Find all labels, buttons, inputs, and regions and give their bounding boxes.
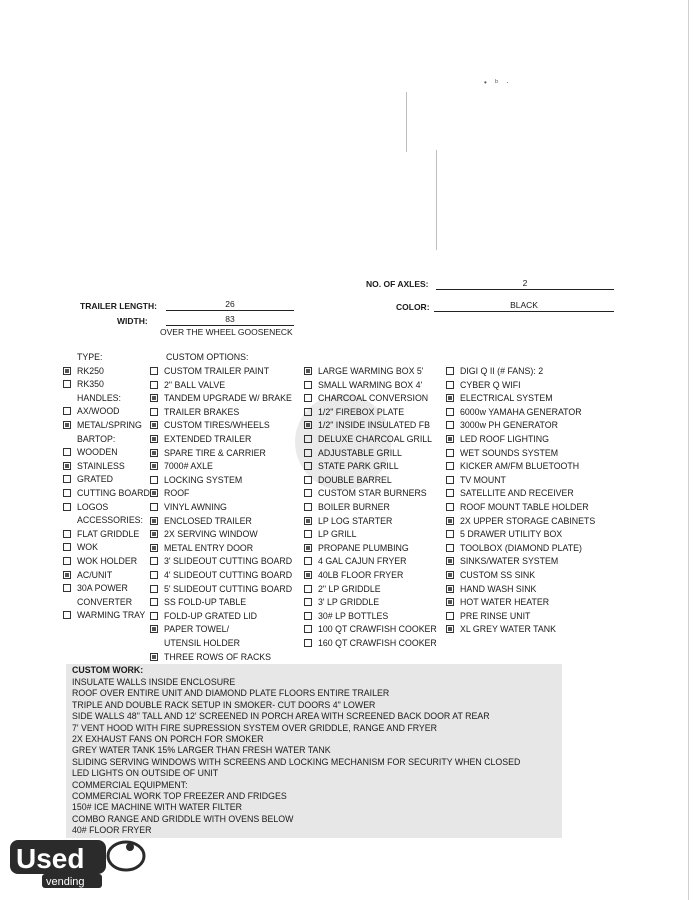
option-label: 6000w YAMAHA GENERATOR — [460, 406, 582, 417]
custom-work-heading: CUSTOM WORK: — [72, 665, 144, 675]
option-item — [150, 584, 292, 594]
color-value: BLACK — [434, 300, 614, 312]
option-checkbox[interactable] — [150, 571, 158, 579]
custom-work-line: 40# FLOOR FRYER — [72, 825, 152, 836]
scan-artifact — [406, 92, 407, 152]
section-heading — [77, 352, 102, 362]
axles-label: NO. OF AXLES: — [366, 279, 429, 289]
option-label: 3' SLIDEOUT CUTTING BOARD — [164, 556, 293, 567]
option-label: 5 DRAWER UTILITY BOX — [460, 529, 563, 540]
option-label: CHARCOAL CONVERSION — [318, 393, 429, 404]
option-label: CUSTOM TRAILER PAINT — [164, 366, 270, 376]
section-heading-label: ACCESSORIES: — [77, 515, 143, 526]
option-label: METAL ENTRY DOOR — [164, 542, 254, 553]
option-label: WOK HOLDER — [77, 556, 138, 566]
option-label: LARGE WARMING BOX 5' — [318, 366, 424, 376]
option-label: TRAILER BRAKES — [164, 406, 240, 417]
option-checkbox[interactable] — [304, 381, 312, 389]
option-item — [304, 407, 404, 417]
option-checkbox[interactable] — [63, 475, 71, 483]
used-vending-logo — [8, 836, 148, 892]
color-label: COLOR: — [396, 302, 430, 312]
option-label: TANDEM UPGRADE W/ BRAKE — [164, 393, 292, 404]
option-item — [304, 638, 437, 648]
option-label: 3' LP GRIDDLE — [318, 597, 380, 608]
option-item — [150, 624, 229, 634]
option-checkbox[interactable] — [63, 448, 71, 456]
option-label: THREE ROWS OF RACKS — [164, 651, 272, 662]
option-label: XL GREY WATER TANK — [460, 624, 556, 635]
option-item — [150, 611, 257, 621]
option-label: CUSTOM STAR BURNERS — [318, 488, 427, 499]
custom-work-line: 2X EXHAUST FANS ON PORCH FOR SMOKER — [72, 734, 264, 744]
option-checkbox[interactable] — [304, 544, 312, 552]
option-checkbox[interactable] — [446, 367, 454, 375]
logo-text-top: Used — [16, 843, 85, 874]
option-label: DIGI Q II (# FANS): 2 — [460, 366, 544, 376]
option-checkbox[interactable] — [63, 530, 71, 538]
option-checkbox[interactable] — [63, 380, 71, 388]
option-label: CUSTOM SS SINK — [460, 570, 536, 580]
section-heading-label: BARTOP: — [77, 433, 116, 444]
option-label: HOT WATER HEATER — [460, 597, 550, 608]
custom-work-line: INSULATE WALLS INSIDE ENCLOSURE — [72, 677, 236, 687]
option-item — [446, 543, 582, 553]
option-item — [63, 461, 125, 471]
scan-specks: • ᵇ · — [484, 78, 512, 87]
custom-work-line: COMMERCIAL EQUIPMENT: — [72, 779, 188, 790]
option-label: LED ROOF LIGHTING — [460, 434, 549, 444]
option-item — [150, 380, 225, 390]
option-item — [446, 502, 589, 512]
option-label: FLAT GRIDDLE — [77, 528, 140, 539]
custom-work-line: TRIPLE AND DOUBLE RACK SETUP IN SMOKER- CUT DOORS 4" LOWER — [72, 699, 376, 710]
option-checkbox[interactable] — [150, 435, 158, 443]
option-label: ROOF MOUNT TABLE HOLDER — [460, 502, 589, 512]
option-checkbox[interactable] — [446, 489, 454, 497]
option-label: FOLD-UP GRATED LID — [164, 610, 258, 621]
option-item — [63, 474, 113, 484]
option-item — [446, 380, 521, 390]
length-label: TRAILER LENGTH: — [80, 301, 157, 311]
option-label: PAPER TOWEL/ — [164, 624, 230, 635]
option-checkbox[interactable] — [304, 625, 312, 633]
option-checkbox[interactable] — [304, 517, 312, 525]
option-item — [304, 461, 399, 471]
option-checkbox[interactable] — [446, 421, 454, 429]
option-label: 30A POWER — [77, 583, 128, 594]
option-item — [150, 638, 240, 648]
option-item — [446, 366, 543, 376]
option-checkbox[interactable] — [446, 435, 454, 443]
option-label: TOOLBOX (DIAMOND PLATE) — [460, 542, 582, 553]
option-item — [150, 488, 189, 498]
option-item — [150, 516, 252, 526]
section-heading — [77, 393, 121, 403]
option-item — [446, 434, 549, 444]
option-label: 2X UPPER STORAGE CABINETS — [460, 515, 596, 526]
scan-artifact — [436, 150, 437, 250]
option-label: WOK — [77, 542, 99, 553]
option-label: LP GRILL — [318, 529, 357, 540]
option-item — [150, 461, 213, 471]
option-item — [150, 502, 227, 512]
option-label: DELUXE CHARCOAL GRILL — [318, 434, 433, 444]
option-checkbox[interactable] — [150, 421, 158, 429]
option-item — [446, 475, 506, 485]
option-item — [150, 475, 242, 485]
option-item — [63, 597, 132, 607]
option-checkbox[interactable] — [304, 489, 312, 497]
option-item — [304, 584, 381, 594]
section-heading-label: HANDLES: — [77, 392, 121, 403]
option-item — [150, 420, 270, 430]
option-label: HAND WASH SINK — [460, 583, 537, 594]
option-checkbox[interactable] — [150, 489, 158, 497]
option-item — [304, 556, 406, 566]
option-checkbox[interactable] — [63, 503, 71, 511]
option-checkbox[interactable] — [150, 625, 158, 633]
option-checkbox[interactable] — [63, 571, 71, 579]
option-item — [446, 529, 562, 539]
option-item — [63, 447, 118, 457]
option-label: 2X SERVING WINDOW — [164, 529, 258, 540]
option-label: LP LOG STARTER — [318, 515, 393, 526]
option-item — [446, 611, 530, 621]
option-label: EXTENDED TRAILER — [164, 434, 252, 444]
custom-work-line: 7' VENT HOOD WITH FIRE SUPRESSION SYSTEM OVER GRIDDLE, RANGE AND FRYER — [72, 722, 438, 733]
option-label: CONVERTER — [77, 596, 133, 607]
option-item — [150, 543, 253, 553]
option-item — [150, 448, 266, 458]
option-item — [150, 597, 246, 607]
option-label: GRATED — [77, 474, 114, 485]
option-checkbox[interactable] — [150, 367, 158, 375]
axles-value: 2 — [436, 278, 614, 290]
custom-work-line: LED LIGHTS ON OUTSIDE OF UNIT — [72, 768, 219, 779]
option-item — [304, 434, 432, 444]
option-item — [304, 475, 392, 485]
option-label: 4' SLIDEOUT CUTTING BOARD — [164, 570, 293, 580]
option-label: LOCKING SYSTEM — [164, 474, 243, 485]
option-item — [150, 652, 271, 662]
custom-work-line: 150# ICE MACHINE WITH WATER FILTER — [72, 802, 242, 813]
option-item — [304, 393, 428, 403]
option-label: STATE PARK GRILL — [318, 461, 399, 472]
option-label: KICKER AM/FM BLUETOOTH — [460, 461, 580, 472]
trailer-note: OVER THE WHEEL GOOSENECK — [160, 327, 293, 337]
option-checkbox[interactable] — [304, 367, 312, 375]
option-checkbox[interactable] — [150, 585, 158, 593]
option-label: SPARE TIRE & CARRIER — [164, 447, 266, 458]
option-item — [446, 624, 556, 634]
option-item — [304, 380, 422, 390]
option-label: 40LB FLOOR FRYER — [318, 570, 404, 580]
option-item — [304, 597, 379, 607]
option-checkbox[interactable] — [304, 612, 312, 620]
option-item — [304, 529, 356, 539]
option-label: SMALL WARMING BOX 4' — [318, 379, 423, 390]
option-item — [446, 420, 558, 430]
option-item — [304, 611, 388, 621]
option-checkbox[interactable] — [150, 544, 158, 552]
option-item — [446, 488, 574, 498]
custom-work-line: SLIDING SERVING WINDOWS WITH SCREENS AND LOCKING MECHANISM FOR SECURITY WHEN CLOSED — [72, 756, 521, 767]
option-checkbox[interactable] — [446, 571, 454, 579]
option-item — [304, 488, 427, 498]
option-checkbox[interactable] — [63, 584, 71, 592]
option-label: AC/UNIT — [77, 569, 113, 580]
option-item — [304, 502, 390, 512]
option-checkbox[interactable] — [304, 557, 312, 565]
option-label: TV MOUNT — [460, 474, 506, 485]
option-checkbox[interactable] — [446, 598, 454, 606]
option-label: VINYL AWNING — [164, 502, 227, 512]
option-checkbox[interactable] — [304, 462, 312, 470]
option-item — [63, 406, 120, 416]
option-item — [63, 583, 128, 593]
option-item — [304, 624, 437, 634]
option-checkbox[interactable] — [63, 421, 71, 429]
option-checkbox[interactable] — [150, 530, 158, 538]
logo-text-bottom: vending — [46, 876, 85, 888]
option-checkbox[interactable] — [150, 408, 158, 416]
option-item — [446, 393, 553, 403]
option-item — [446, 516, 595, 526]
page-edge — [688, 0, 689, 900]
option-label: 1/2" INSIDE INSULATED FB — [318, 420, 430, 431]
option-item — [63, 379, 104, 389]
option-checkbox[interactable] — [446, 585, 454, 593]
option-label: DOUBLE BARREL — [318, 474, 392, 485]
option-checkbox[interactable] — [304, 503, 312, 511]
option-checkbox[interactable] — [304, 394, 312, 402]
option-checkbox[interactable] — [446, 394, 454, 402]
option-label: STAINLESS — [77, 460, 125, 471]
custom-work-line: SIDE WALLS 48" TALL AND 12' SCREENED IN PORCH AREA WITH SCREENED BACK DOOR AT REAR — [72, 711, 490, 722]
option-item — [63, 366, 104, 376]
option-item — [150, 529, 258, 539]
width-label: WIDTH: — [117, 316, 148, 326]
option-label: 160 QT CRAWFISH COOKER — [318, 638, 437, 648]
option-item — [63, 542, 98, 552]
option-checkbox[interactable] — [63, 367, 71, 375]
option-item — [304, 420, 430, 430]
option-checkbox[interactable] — [304, 435, 312, 443]
option-checkbox[interactable] — [446, 476, 454, 484]
option-checkbox[interactable] — [63, 543, 71, 551]
option-item — [63, 570, 112, 580]
option-checkbox[interactable] — [150, 394, 158, 402]
option-item — [63, 556, 137, 566]
option-label: METAL/SPRING — [77, 420, 142, 430]
option-checkbox[interactable] — [150, 557, 158, 565]
option-item — [304, 516, 392, 526]
option-label: RK250 — [77, 365, 104, 376]
option-label: CYBER Q WIFI — [460, 379, 521, 390]
option-item — [304, 543, 409, 553]
option-item — [150, 570, 292, 580]
option-item — [446, 570, 535, 580]
option-checkbox[interactable] — [304, 571, 312, 579]
option-label: ELECTRICAL SYSTEM — [460, 393, 553, 404]
custom-work-line: COMMERCIAL WORK TOP FREEZER AND FRIDGES — [72, 791, 287, 801]
option-label: PROPANE PLUMBING — [318, 542, 409, 553]
option-checkbox[interactable] — [304, 449, 312, 457]
option-checkbox[interactable] — [446, 544, 454, 552]
option-checkbox[interactable] — [304, 408, 312, 416]
option-label: SATELLITE AND RECEIVER — [460, 488, 574, 499]
custom-work-line: ROOF OVER ENTIRE UNIT AND DIAMOND PLATE FLOORS ENTIRE TRAILER — [72, 688, 390, 699]
option-checkbox[interactable] — [446, 381, 454, 389]
option-checkbox[interactable] — [446, 449, 454, 457]
option-checkbox[interactable] — [150, 598, 158, 606]
option-item — [446, 584, 536, 594]
option-label: WARMING TRAY — [77, 610, 146, 621]
option-label: SS FOLD-UP TABLE — [164, 597, 247, 608]
option-item — [446, 461, 579, 471]
option-label: 1/2" FIREBOX PLATE — [318, 406, 405, 417]
option-item — [150, 366, 269, 376]
option-label: CUTTING BOARD — [77, 488, 150, 498]
option-item — [150, 393, 292, 403]
option-checkbox[interactable] — [150, 449, 158, 457]
option-item — [63, 420, 142, 430]
option-item — [446, 597, 549, 607]
option-checkbox[interactable] — [446, 517, 454, 525]
option-item — [446, 407, 582, 417]
option-checkbox[interactable] — [150, 381, 158, 389]
section-heading — [77, 434, 115, 444]
option-label: 5' SLIDEOUT CUTTING BOARD — [164, 583, 293, 594]
option-checkbox[interactable] — [304, 476, 312, 484]
custom-work-line: COMBO RANGE AND GRIDDLE WITH OVENS BELOW — [72, 813, 294, 824]
option-label: ENCLOSED TRAILER — [164, 515, 252, 526]
length-value: 26 — [166, 299, 294, 311]
option-checkbox[interactable] — [150, 476, 158, 484]
option-checkbox[interactable] — [446, 625, 454, 633]
option-checkbox[interactable] — [446, 530, 454, 538]
option-item — [304, 366, 423, 376]
option-item — [304, 448, 402, 458]
option-checkbox[interactable] — [304, 585, 312, 593]
option-checkbox[interactable] — [304, 639, 312, 647]
option-item — [63, 610, 145, 620]
option-label: 2" LP GRIDDLE — [318, 583, 381, 594]
option-label: 3000w PH GENERATOR — [460, 420, 558, 431]
option-checkbox[interactable] — [446, 557, 454, 565]
option-item — [150, 556, 292, 566]
option-label: SINKS/WATER SYSTEM — [460, 556, 559, 567]
option-item — [63, 488, 150, 498]
option-label: 100 QT CRAWFISH COOKER — [318, 624, 437, 635]
option-checkbox[interactable] — [63, 489, 71, 497]
option-item — [446, 556, 558, 566]
option-checkbox[interactable] — [150, 462, 158, 470]
option-label: 7000# AXLE — [164, 461, 213, 472]
option-label: BOILER BURNER — [318, 502, 390, 512]
option-item — [446, 448, 558, 458]
option-checkbox[interactable] — [304, 598, 312, 606]
option-checkbox[interactable] — [150, 503, 158, 511]
section-heading-label: TYPE: — [77, 352, 103, 362]
option-label: WOODEN — [77, 447, 118, 458]
option-item — [150, 434, 251, 444]
option-checkbox[interactable] — [63, 557, 71, 565]
option-checkbox[interactable] — [446, 408, 454, 416]
option-label: UTENSIL HOLDER — [164, 638, 240, 648]
custom-options-heading: CUSTOM OPTIONS: — [166, 352, 249, 362]
option-item — [150, 407, 239, 417]
option-label: ROOF — [164, 488, 190, 499]
option-label: ADJUSTABLE GRILL — [318, 447, 402, 458]
option-label: 4 GAL CAJUN FRYER — [318, 556, 407, 567]
option-checkbox[interactable] — [304, 421, 312, 429]
option-checkbox[interactable] — [63, 611, 71, 619]
option-label: AX/WOOD — [77, 406, 120, 417]
option-label: LOGOS — [77, 501, 109, 512]
option-checkbox[interactable] — [446, 462, 454, 470]
option-item — [63, 502, 108, 512]
option-checkbox[interactable] — [150, 653, 158, 661]
section-heading — [77, 515, 143, 525]
option-item — [304, 570, 403, 580]
option-label: RK350 — [77, 379, 104, 390]
option-label: CUSTOM TIRES/WHEELS — [164, 420, 270, 431]
option-checkbox[interactable] — [63, 407, 71, 415]
option-label: 30# LP BOTTLES — [318, 610, 389, 621]
option-checkbox[interactable] — [150, 612, 158, 620]
option-label: PRE RINSE UNIT — [460, 610, 531, 621]
width-value: 83 — [166, 314, 294, 326]
option-checkbox[interactable] — [446, 612, 454, 620]
option-checkbox[interactable] — [304, 530, 312, 538]
option-label: 2" BALL VALVE — [164, 379, 226, 390]
option-checkbox[interactable] — [63, 462, 71, 470]
option-item — [63, 529, 139, 539]
option-checkbox[interactable] — [446, 503, 454, 511]
option-label: WET SOUNDS SYSTEM — [460, 447, 559, 458]
option-checkbox[interactable] — [150, 517, 158, 525]
custom-work-line: GREY WATER TANK 15% LARGER THAN FRESH WATER TANK — [72, 745, 331, 756]
